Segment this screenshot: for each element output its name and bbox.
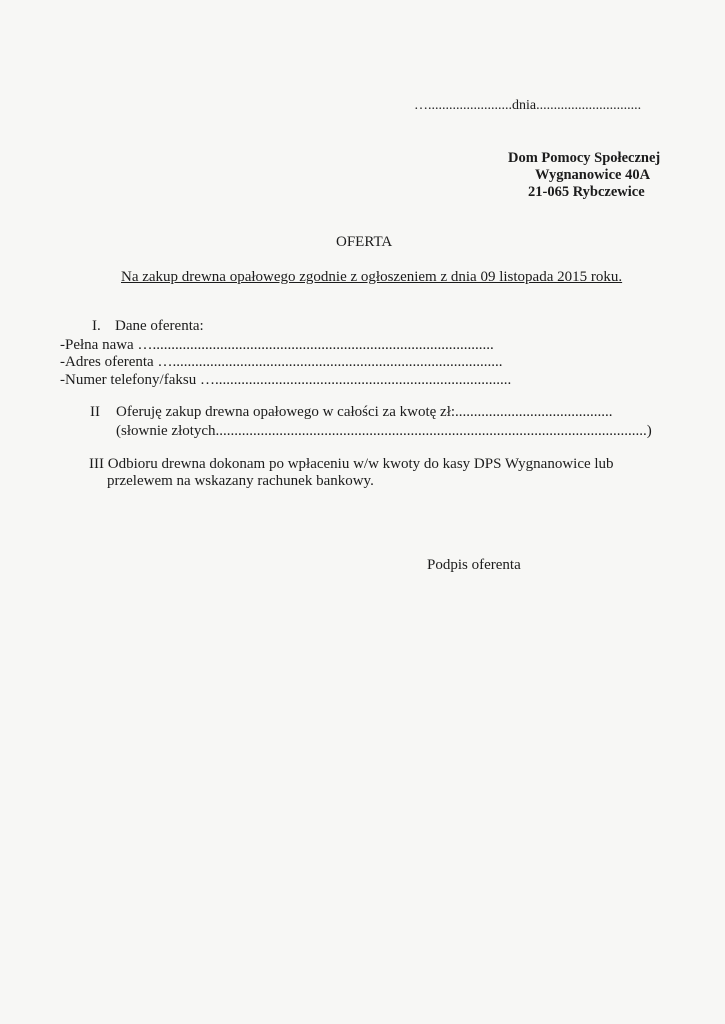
section2-amount-words: (słownie złotych...................................................................................................................) (116, 423, 652, 439)
section2-text: Oferuję zakup drewna opałowego w całości za kwotę zł:.......................................... (116, 404, 613, 420)
section3-line2: przelewem na wskazany rachunek bankowy. (107, 473, 374, 489)
field-phone-fax: -Numer telefony/faksu …............................................................................... (60, 372, 512, 388)
section1-title: Dane oferenta: (115, 318, 204, 334)
section2-number: II (90, 404, 100, 420)
section3-line1: III Odbioru drewna dokonam po wpłaceniu w/w kwoty do kasy DPS Wygnanowice lub (89, 456, 614, 472)
section1-number: I. (92, 318, 101, 334)
document-title: OFERTA (336, 234, 393, 250)
recipient-street: Wygnanowice 40A (535, 167, 651, 183)
recipient-name: Dom Pomocy Społecznej (508, 150, 661, 166)
document-subtitle: Na zakup drewna opałowego zgodnie z ogłoszeniem z dnia 09 listopada 2015 roku. (121, 269, 623, 285)
recipient-city: 21-065 Rybczewice (528, 184, 645, 200)
section1-heading (92, 317, 204, 335)
field-full-name: -Pełna nawa …........................................................................................... (60, 337, 494, 353)
field-address: -Adres oferenta …........................................................................................ (60, 354, 503, 370)
signature-label: Podpis oferenta (427, 557, 521, 573)
date-line: …........................dnia.............................. (414, 98, 642, 113)
section2-offer-line (90, 403, 613, 421)
